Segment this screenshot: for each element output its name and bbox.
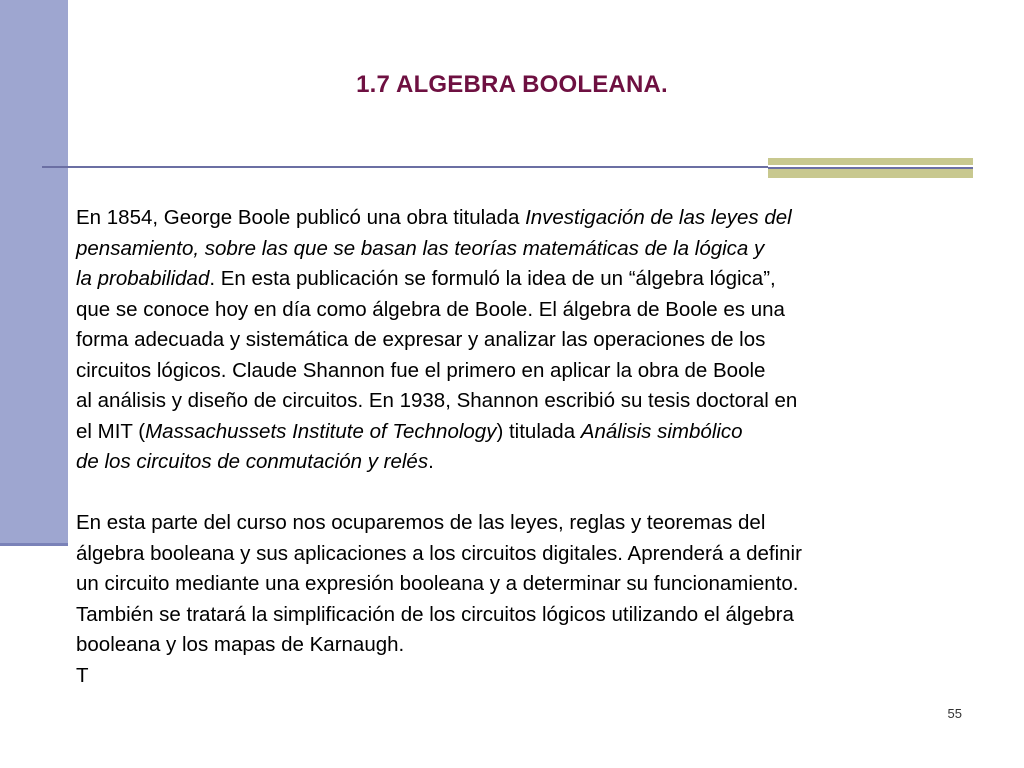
text-line: circuitos lógicos. Claude Shannon fue el primero en aplicar la obra de Boole bbox=[76, 358, 766, 382]
text-line: booleana y los mapas de Karnaugh. bbox=[76, 633, 405, 656]
text-line bbox=[76, 234, 996, 265]
text-line: un circuito mediante una expresión booleana y a determinar su funcionamiento. bbox=[76, 572, 799, 595]
page-number: 55 bbox=[947, 706, 962, 721]
paragraph-history bbox=[76, 203, 996, 478]
text-line: forma adecuada y sistemática de expresar y analizar las operaciones de los bbox=[76, 328, 766, 351]
thesis-title-italic: de los circuitos de conmutación y relés bbox=[76, 450, 429, 473]
book-title-italic: pensamiento, sobre las que se basan las teorías matemáticas de la lógica y bbox=[76, 236, 765, 260]
accent-block bbox=[768, 158, 973, 178]
slide-title: 1.7 ALGEBRA BOOLEANA. bbox=[356, 71, 668, 98]
title-divider bbox=[42, 166, 772, 168]
text-line: También se tratará la simplificación de los circuitos lógicos utilizando el álgebra bbox=[76, 602, 794, 626]
book-title-italic: la probabilidad bbox=[76, 267, 210, 290]
paragraph-course-scope bbox=[76, 508, 996, 691]
text-line: T bbox=[76, 663, 89, 687]
book-title-italic: Investigación de las leyes del bbox=[525, 206, 792, 229]
text-line: álgebra booleana y sus aplicaciones a los circuitos digitales. Aprenderá a definir bbox=[76, 541, 802, 565]
thesis-title-italic: Análisis simbólico bbox=[580, 419, 743, 443]
paragraph-spacer bbox=[76, 478, 996, 509]
text-line: al análisis y diseño de circuitos. En 1938, Shannon escribió su tesis doctoral en bbox=[76, 389, 798, 412]
slide-body bbox=[76, 203, 996, 691]
text-line: el MIT (Massachussets Institute of Technology) titulada Análisis simbólico bbox=[76, 419, 743, 443]
text-line: que se conoce hoy en día como álgebra de Boole. El álgebra de Boole es una bbox=[76, 297, 785, 321]
text-line: de los circuitos de conmutación y relés. bbox=[76, 450, 434, 473]
text-line: En esta parte del curso nos ocuparemos de las leyes, reglas y teoremas del bbox=[76, 511, 766, 534]
institution-italic: Massachussets Institute of Technology bbox=[145, 419, 497, 443]
text-line: la probabilidad. En esta publicación se formuló la idea de un “álgebra lógica”, bbox=[76, 267, 776, 290]
text-line: En 1854, George Boole publicó una obra titulada Investigación de las leyes del bbox=[76, 206, 792, 229]
